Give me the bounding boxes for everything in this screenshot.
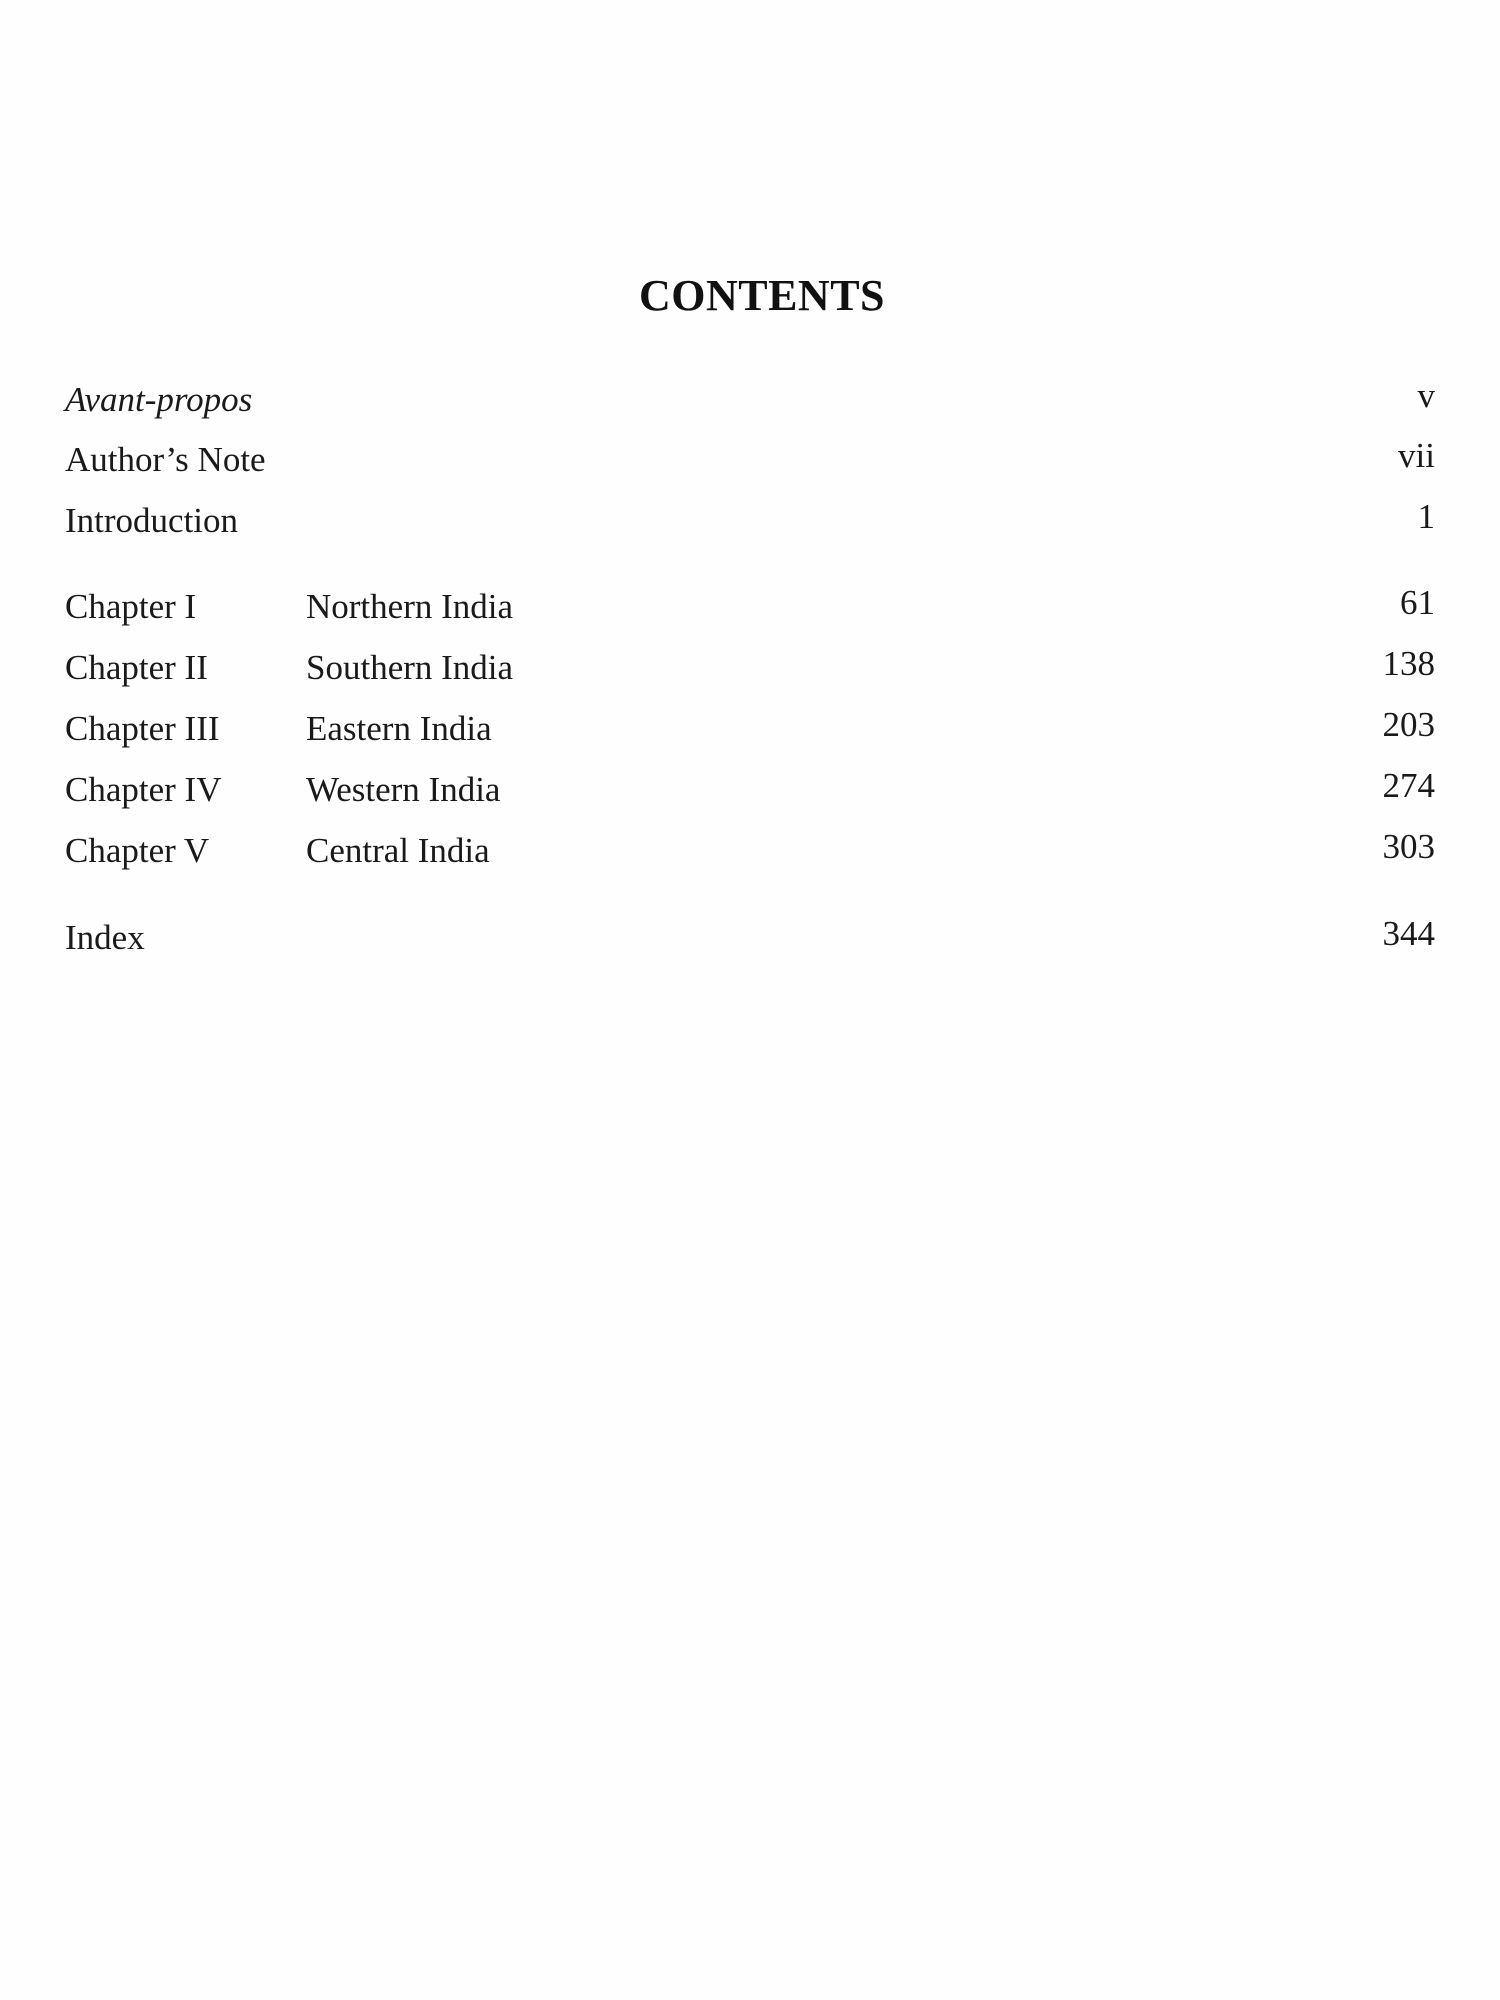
- toc-entry-chapter-2: [65, 646, 1435, 690]
- toc-page-number: 1: [1417, 497, 1435, 536]
- toc-entry-chapter-1: [65, 585, 1435, 629]
- toc-entry-chapter-4: [65, 768, 1435, 812]
- toc-entry-label: Introduction: [65, 501, 239, 540]
- toc-chapter-number: Chapter III: [65, 709, 220, 748]
- toc-entry-chapter-3: [65, 707, 1435, 751]
- toc-chapter-number: Chapter IV: [65, 770, 222, 809]
- toc-entry-authors-note: [65, 438, 1435, 482]
- toc-chapter-title: Western India: [306, 770, 501, 809]
- toc-entry-chapter-5: [65, 829, 1435, 873]
- toc-page-number: 344: [1382, 914, 1435, 953]
- toc-page-number: 61: [1400, 583, 1435, 622]
- toc-chapter-title: Central India: [306, 831, 490, 870]
- toc-entry-label: Author’s Note: [65, 440, 266, 479]
- toc-page-number: 303: [1382, 827, 1435, 866]
- page-title: CONTENTS: [638, 271, 886, 320]
- toc-entry-label: Index: [65, 918, 145, 957]
- toc-chapter-number: Chapter II: [65, 648, 208, 687]
- toc-page-number: 274: [1382, 766, 1435, 805]
- toc-page-number: 203: [1382, 705, 1435, 744]
- toc-page-number: 138: [1382, 644, 1435, 683]
- toc-page-number: vii: [1398, 436, 1435, 475]
- toc-entry-avant-propos: [65, 378, 1435, 422]
- toc-chapter-number: Chapter I: [65, 587, 197, 626]
- toc-chapter-title: Eastern India: [306, 709, 492, 748]
- toc-chapter-title: Northern India: [306, 587, 514, 626]
- toc-page-number: v: [1417, 376, 1435, 415]
- toc-entry-label: Avant-propos: [65, 380, 253, 419]
- toc-entry-introduction: [65, 499, 1435, 543]
- toc-chapter-number: Chapter V: [65, 831, 210, 870]
- toc-chapter-title: Southern India: [306, 648, 514, 687]
- toc-entry-index: [65, 916, 1435, 960]
